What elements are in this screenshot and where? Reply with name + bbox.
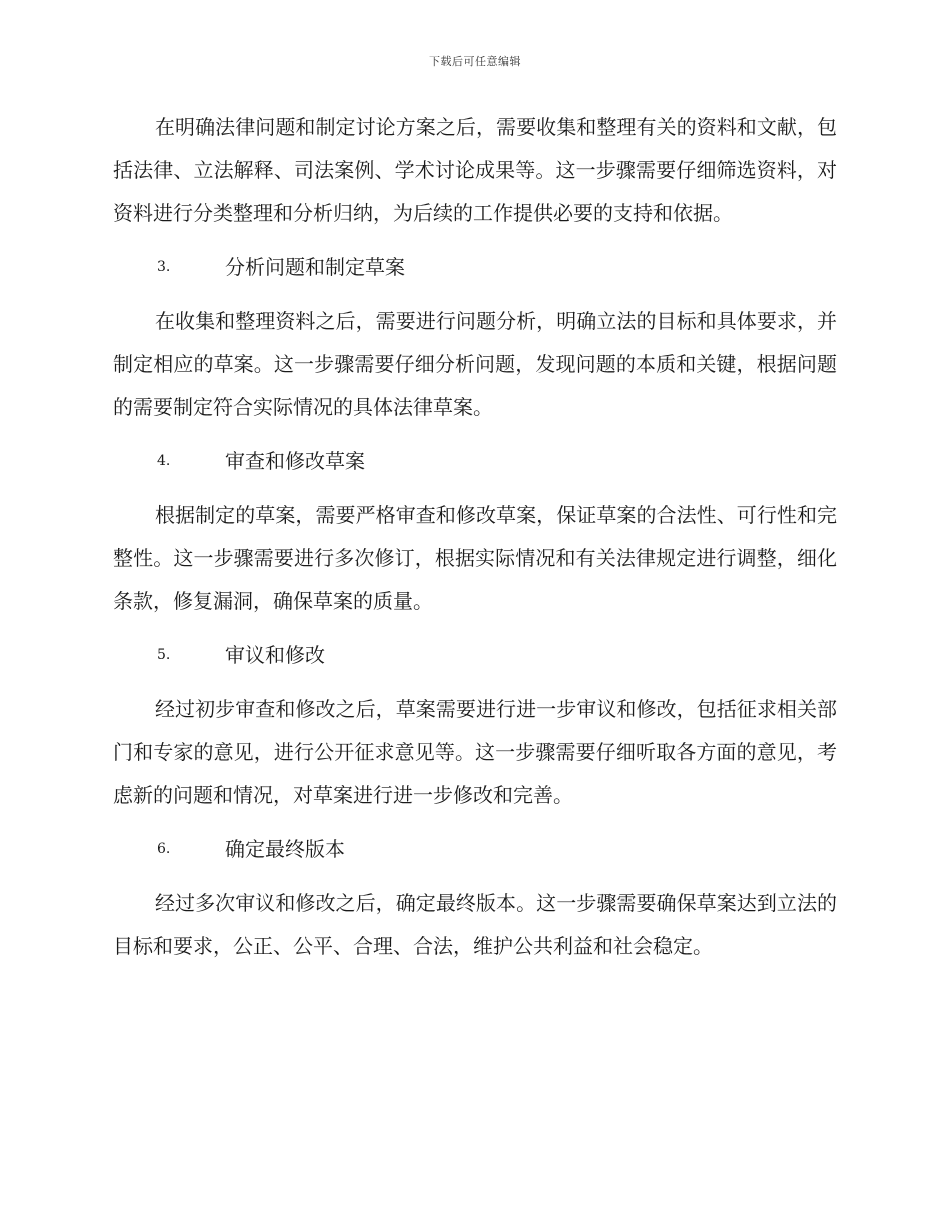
document-body bbox=[113, 106, 837, 968]
section-heading-6 bbox=[113, 828, 837, 871]
section-heading-3 bbox=[113, 246, 837, 289]
section-paragraph-3: 在收集和整理资料之后，需要进行问题分析，明确立法的目标和具体要求，并制定相应的草案。这一步骤需要仔细分析问题，发现问题的本质和关键，根据问题的需要制定符合实际情况的具体法律草案。 bbox=[113, 309, 837, 419]
section-number: 6. bbox=[157, 841, 171, 857]
section-number: 3. bbox=[157, 259, 171, 275]
section-title: 审查和修改草案 bbox=[225, 449, 365, 473]
section-number: 5. bbox=[157, 647, 171, 663]
section-heading-5 bbox=[113, 634, 837, 677]
intro-paragraph: 在明确法律问题和制定讨论方案之后，需要收集和整理有关的资料和文献，包括法律、立法解释、司法案例、学术讨论成果等。这一步骤需要仔细筛选资料，对资料进行分类整理和分析归纳，为后续的工作提供必要的支持和依据。 bbox=[113, 115, 837, 225]
section-paragraph-5: 经过初步审查和修改之后，草案需要进行进一步审议和修改，包括征求相关部门和专家的意见，进行公开征求意见等。这一步骤需要仔细听取各方面的意见，考虑新的问题和情况，对草案进行进一步修改和完善。 bbox=[113, 697, 837, 807]
section-title: 确定最终版本 bbox=[225, 837, 345, 861]
page-header: 下载后可任意编辑 bbox=[429, 55, 521, 68]
section-title: 分析问题和制定草案 bbox=[225, 255, 405, 279]
section-number: 4. bbox=[157, 453, 171, 469]
section-paragraph-4: 根据制定的草案，需要严格审查和修改草案，保证草案的合法性、可行性和完整性。这一步骤需要进行多次修订，根据实际情况和有关法律规定进行调整，细化条款，修复漏洞，确保草案的质量。 bbox=[113, 503, 837, 613]
section-heading-4 bbox=[113, 440, 837, 483]
section-title: 审议和修改 bbox=[225, 643, 325, 667]
section-paragraph-6: 经过多次审议和修改之后，确定最终版本。这一步骤需要确保草案达到立法的目标和要求，公正、公平、合理、合法，维护公共利益和社会稳定。 bbox=[113, 891, 837, 958]
